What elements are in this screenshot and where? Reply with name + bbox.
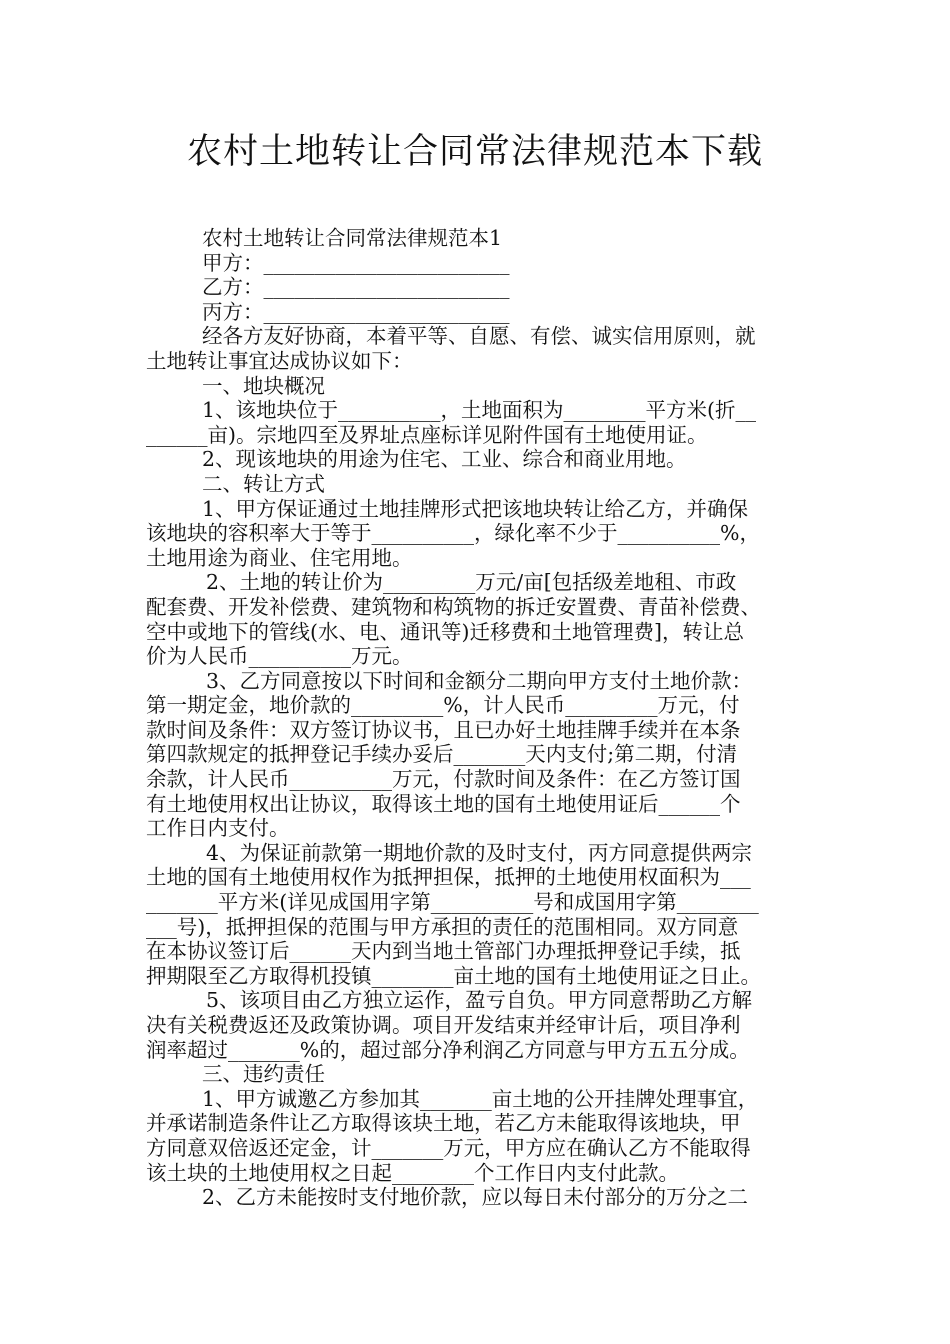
paragraph-line: 工作日内支付。 bbox=[146, 816, 290, 841]
paragraph-line: 有土地使用权出让协议，取得该土地的国有土地使用证后______个 bbox=[146, 791, 741, 816]
paragraph-line: 1、甲方保证通过土地挂牌形式把该地块转让给乙方，并确保 bbox=[202, 496, 749, 521]
paragraph-line: 配套费、开发补偿费、建筑物和构筑物的拆迁安置费、青苗补偿费、 bbox=[146, 594, 761, 619]
paragraph-line: 土地转让事宜达成协议如下： bbox=[146, 348, 413, 373]
paragraph-line: 价为人民币__________万元。 bbox=[146, 644, 413, 669]
paragraph-line: 余款，计人民币__________万元，付款时间及条件：在乙方签订国 bbox=[146, 767, 741, 792]
paragraph-line: 润率超过_______%的，超过部分净利润乙方同意与甲方五五分成。 bbox=[146, 1037, 750, 1062]
document-title: 农村土地转让合同常法律规范本下载 bbox=[186, 132, 763, 172]
paragraph-line: 经各方友好协商，本着平等、自愿、有偿、诚实信用原则，就 bbox=[202, 324, 756, 349]
section-heading: 农村土地转让合同常法律规范本1 bbox=[202, 226, 503, 250]
paragraph-line: 4、为保证前款第一期地价款的及时支付，丙方同意提供两宗 bbox=[206, 840, 753, 865]
paragraph-line: 1、甲方诚邀乙方参加其_______亩土地的公开挂牌处理事宜， bbox=[202, 1086, 759, 1111]
paragraph-line: 押期限至乙方取得机投镇________亩土地的国有土地使用证之日止。 bbox=[146, 963, 761, 988]
paragraph-line: 第四款规定的抵押登记手续办妥后_______天内支付;第二期，付清 bbox=[146, 742, 738, 767]
paragraph-line: 5、该项目由乙方独立运作，盈亏自负。甲方同意帮助乙方解 bbox=[206, 988, 753, 1013]
paragraph-line: 空中或地下的管线(水、电、通讯等)迁移费和土地管理费]，转让总 bbox=[146, 619, 744, 644]
paragraph-line: 土地的国有土地使用权作为抵押担保，抵押的土地使用权面积为___ bbox=[146, 865, 751, 890]
paragraph-line: 土地用途为商业、住宅用地。 bbox=[146, 545, 413, 570]
paragraph-line: 2、现该地块的用途为住宅、工业、综合和商业用地。 bbox=[202, 447, 687, 472]
paragraph-line: 在本协议签订后______天内到当地土管部门办理抵押登记手续，抵 bbox=[146, 939, 741, 964]
paragraph-line: 该地块的容积率大于等于__________，绿化率不少于__________%， bbox=[146, 521, 760, 546]
paragraph-line: 方同意双倍返还定金，计_______万元，甲方应在确认乙方不能取得 bbox=[146, 1135, 751, 1160]
clause-heading: 二、转让方式 bbox=[202, 471, 325, 496]
party-a-line: 甲方：________________________ bbox=[202, 250, 510, 275]
paragraph-line: _______平方米(详见成国用字第__________号和成国用字第________ bbox=[146, 890, 759, 915]
paragraph-line: 并承诺制造条件让乙方取得该块土地，若乙方未能取得该地块，甲 bbox=[146, 1111, 741, 1136]
paragraph-line: 2、土地的转让价为_________万元/亩[包括级差地租、市政 bbox=[206, 570, 737, 595]
clause-heading: 三、违约责任 bbox=[202, 1062, 325, 1087]
paragraph-line: ______亩)。宗地四至及界址点座标详见附件国有土地使用证。 bbox=[146, 422, 708, 447]
clause-heading: 一、地块概况 bbox=[202, 373, 325, 398]
paragraph-line: 决有关税费返还及政策协调。项目开发结束并经审计后，项目净利 bbox=[146, 1013, 741, 1037]
paragraph-line: 2、乙方未能按时支付地价款，应以每日未付部分的万分之二 bbox=[202, 1185, 749, 1210]
party-b-line: 乙方：________________________ bbox=[202, 275, 510, 300]
paragraph-line: 1、该地块位于__________，土地面积为________平方米(折__ bbox=[202, 398, 757, 423]
paragraph-line: 第一期定金，地价款的_________%，计人民币_________万元，付 bbox=[146, 693, 740, 718]
paragraph-line: 该土块的土地使用权之日起________个工作日内支付此款。 bbox=[146, 1160, 679, 1185]
party-c-line: 丙方：________________________ bbox=[202, 299, 510, 324]
document-body bbox=[146, 226, 814, 1210]
paragraph-line: 款时间及条件：双方签订协议书，且已办好土地挂牌手续并在本条 bbox=[146, 717, 741, 742]
paragraph-line: ___号)，抵押担保的范围与甲方承担的责任的范围相同。双方同意 bbox=[146, 914, 739, 939]
paragraph-line: 3、乙方同意按以下时间和金额分二期向甲方支付土地价款： bbox=[206, 668, 753, 693]
